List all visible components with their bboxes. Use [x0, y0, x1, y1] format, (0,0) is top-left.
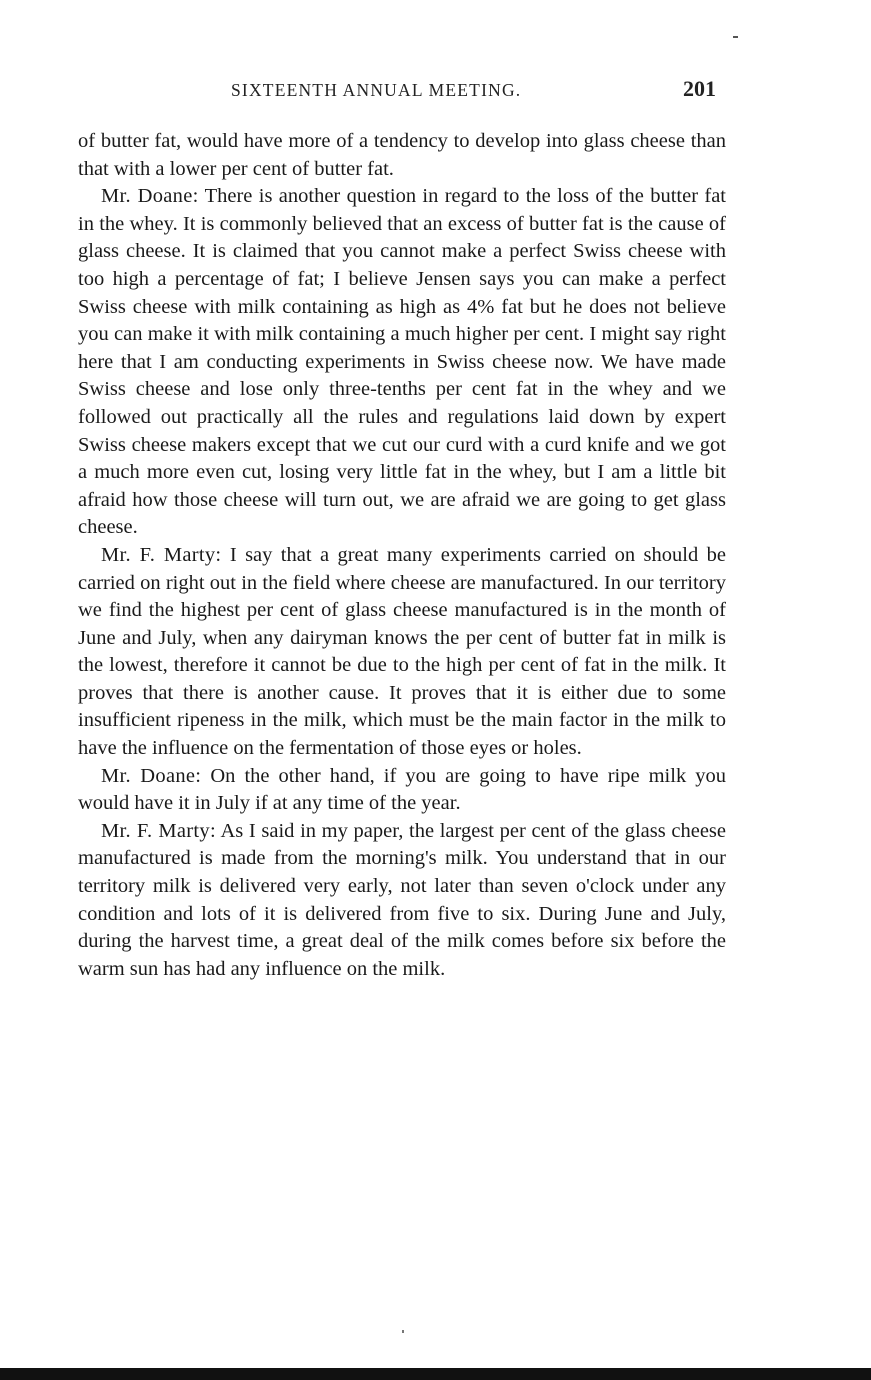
speaker-label: Mr. F. Marty:: [101, 819, 216, 842]
paragraph-marty-1: [78, 542, 726, 763]
speaker-label: Mr. Doane:: [101, 764, 202, 787]
page-header: [78, 78, 724, 108]
speaker-label: Mr. F. Marty:: [101, 543, 222, 566]
paragraph-text: I say that a great many experiments carried on should be carried on right out in the field where cheese are manufactured. In our territory we find the highest per cent of glass cheese manufactured is in the month of June and July, when any dairyman knows the per cent of butter fat in milk is the lowest, therefore it cannot be due to the high per cent of fat in the milk. It proves that there is another cause. It proves that it is either due to some insufficient ripeness in the milk, which must be the main factor in the milk to have the influence on the fermentation of those eyes or holes.: [78, 543, 726, 760]
paragraph-doane-1: [78, 183, 726, 542]
paragraph-text: There is another question in regard to the loss of the butter fat in the whey. It is commonly believed that an excess of butter fat is the cause of glass cheese. It is claimed that you cannot make a perfect Swiss cheese with too high a percentage of fat; I believe Jensen says you can make a perfect Swiss cheese with milk containing as high as 4% fat but he does not believe you can make it with milk containing a much higher per cent. I might say right here that I am conducting experiments in Swiss cheese now. We have made Swiss cheese and lose only three-tenths per cent fat in the whey and we followed out practically all the rules and regulations laid down by expert Swiss cheese makers except that we cut our curd with a curd knife and we got a much more even cut, losing very little fat in the whey, but I am a little bit afraid how those cheese will turn out, we are afraid we are going to get glass cheese.: [78, 185, 726, 539]
paragraph-text: As I said in my paper, the largest per cent of the glass cheese manufactured is made from the morning's milk. You understand that in our territory milk is delivered very early, not later than seven o'clock under any condition and lots of it is delivered from five to six. During June and July, during the harvest time, a great deal of the milk comes before six before the warm sun has had any influence on the milk.: [78, 819, 726, 980]
body-text: [78, 128, 726, 983]
paragraph-doane-2: [78, 763, 726, 818]
paragraph-text: of butter fat, would have more of a tendency to develop into glass cheese than that with a lower per cent of butter fat.: [78, 130, 726, 180]
print-speck: [402, 1330, 404, 1333]
paragraph-text: On the other hand, if you are going to have ripe milk you would have it in July if at any time of the year.: [78, 764, 726, 815]
print-speck: [733, 36, 738, 38]
paragraph-marty-2: [78, 818, 726, 984]
scan-bottom-edge: [0, 1368, 871, 1380]
running-title: SIXTEENTH ANNUAL MEETING.: [231, 80, 522, 100]
speaker-label: Mr. Doane:: [101, 185, 199, 208]
paragraph-continuation: [78, 128, 726, 183]
page-number: 201: [683, 76, 716, 101]
